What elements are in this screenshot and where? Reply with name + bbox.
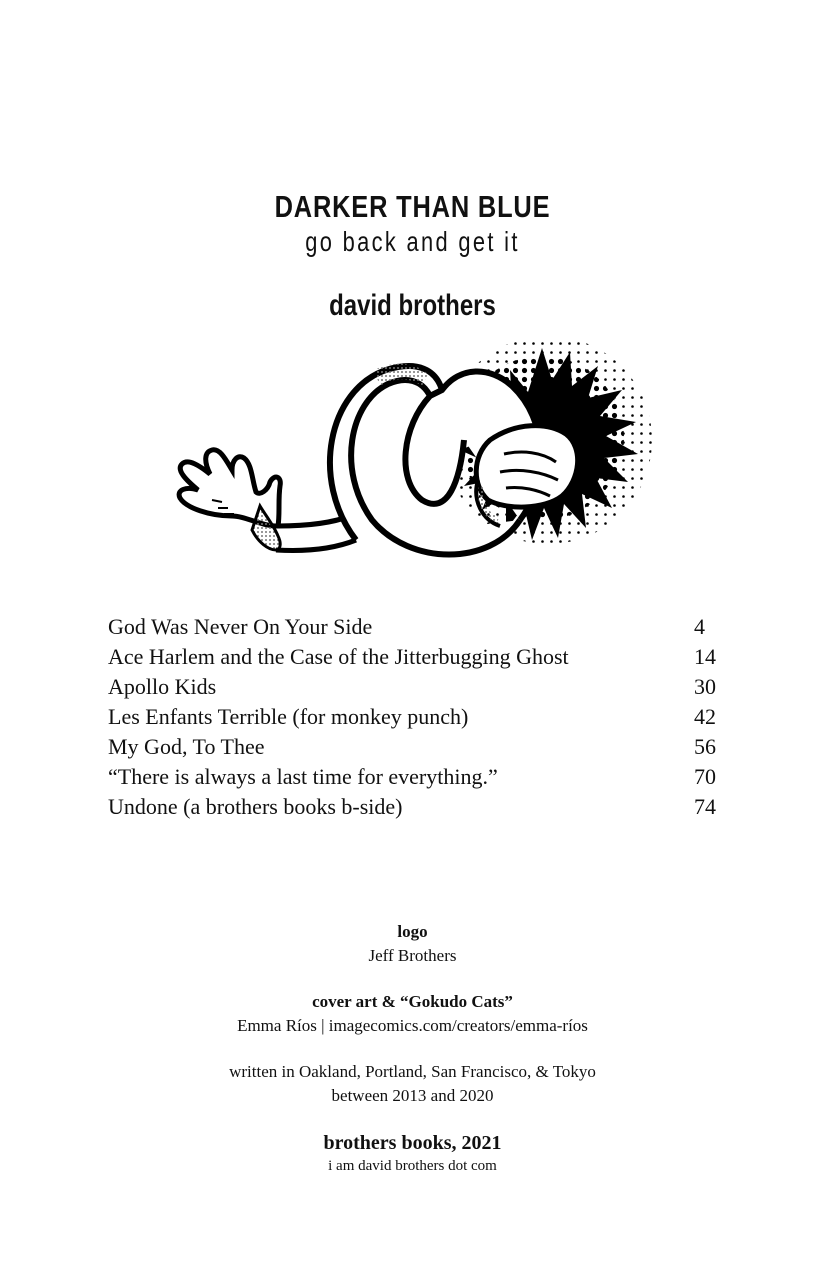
toc-entry: [108, 642, 728, 672]
toc-entry: [108, 672, 728, 702]
toc-entry-page: 56: [694, 734, 716, 759]
toc-entry-page: 42: [694, 704, 716, 729]
toc-entry-title: Apollo Kids: [108, 674, 217, 699]
toc-entry: [108, 612, 728, 642]
toc-entry-page: 74: [694, 794, 716, 819]
written-locations: written in Oakland, Portland, San Francisco, & Tokyo: [229, 1062, 596, 1081]
cartoon-arm-punch-icon: [160, 330, 660, 600]
toc-entry: [108, 792, 728, 822]
toc-entry-title: My God, To Thee: [108, 734, 265, 759]
toc-entry-page: 14: [694, 644, 716, 669]
cover-credit-label: cover art & “Gokudo Cats”: [312, 992, 513, 1011]
toc-entry: [108, 732, 728, 762]
written-years: between 2013 and 2020: [331, 1086, 494, 1105]
toc-entry-title: “There is always a last time for everything.”: [108, 764, 498, 789]
credits: [0, 920, 825, 1198]
logo-credit-label: logo: [397, 922, 428, 941]
publisher-credit: [0, 1130, 825, 1176]
logo-credit-name: Jeff Brothers: [368, 946, 457, 965]
cover-credit: [0, 990, 825, 1038]
logo-credit: [0, 920, 825, 968]
written-credit: [0, 1060, 825, 1108]
toc-entry-page: 30: [694, 674, 716, 699]
toc-entry-title: Ace Harlem and the Case of the Jitterbugging Ghost: [108, 644, 569, 669]
table-of-contents: [108, 612, 728, 822]
toc-entry-title: God Was Never On Your Side: [108, 614, 373, 639]
toc-entry-title: Les Enfants Terrible (for monkey punch): [108, 704, 469, 729]
toc-entry-page: 70: [694, 764, 716, 789]
book-subtitle: go back and get it: [305, 226, 520, 257]
author-name: david brothers: [329, 289, 496, 322]
cover-credit-name: Emma Ríos | imagecomics.com/creators/emma-ríos: [237, 1016, 588, 1035]
toc-entry: [108, 762, 728, 792]
publisher-name: brothers books, 2021: [323, 1132, 502, 1154]
book-title: DARKER THAN BLUE: [274, 189, 551, 224]
toc-entry-page: 4: [694, 614, 705, 639]
toc-entry-title: Undone (a brothers books b-side): [108, 794, 403, 819]
title-block: [0, 190, 825, 258]
publisher-url: i am david brothers dot com: [328, 1158, 497, 1174]
toc-entry: [108, 702, 728, 732]
